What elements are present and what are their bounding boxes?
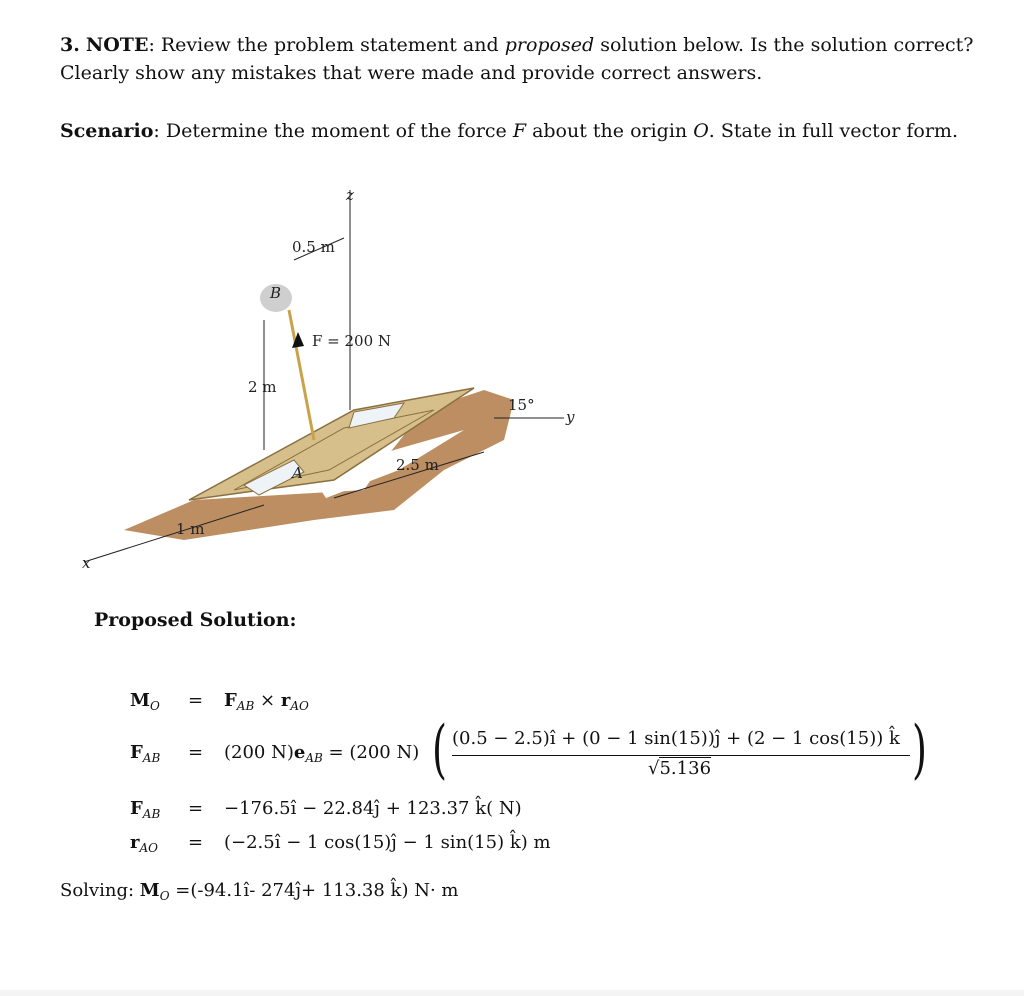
note-label: NOTE	[85, 34, 149, 56]
eq2-e-sub: AB	[305, 751, 323, 765]
eq4-lhs-main: r	[130, 832, 140, 853]
rope-ab	[289, 310, 314, 440]
eq3-lhs-main: F	[130, 798, 143, 819]
y-axis-label: y	[566, 408, 575, 426]
eq3-lhs	[130, 798, 160, 819]
solving-sub: O	[159, 889, 170, 903]
eq2-lhs-main: F	[130, 742, 143, 763]
problem-line-2: Clearly show any mistakes that were made and provide correct answers.	[60, 62, 763, 84]
dim-2m-label: 2 m	[248, 378, 277, 396]
eq4-lhs-sub: AO	[139, 841, 158, 855]
eq2-rhs-pre	[224, 742, 419, 763]
eq1-rhs	[224, 690, 309, 711]
eq2-paren-open: (	[432, 713, 447, 787]
scenario-text-1: : Determine the moment of the force	[153, 120, 513, 142]
scenario-line	[60, 118, 958, 145]
eq2-rel: =	[188, 742, 204, 763]
problem-line-1	[60, 32, 973, 59]
force-label: F = 200 N	[312, 332, 392, 350]
note-text-1: : Review the problem statement and	[148, 34, 505, 56]
eq1-lhs-main: M	[130, 690, 150, 711]
eq2-numerator: (0.5 − 2.5)î + (0 − 1 sin(15))ĵ + (2 − 1 cos(15)) k̂	[452, 728, 900, 749]
dim-half-label: 0.5 m	[292, 238, 335, 256]
eq2-paren-close: )	[912, 713, 927, 787]
scenario-text-2: about the origin	[526, 120, 694, 142]
eq1-r: r	[280, 690, 291, 711]
eq2-fraction-bar	[452, 755, 910, 756]
dim-1m-label: 1 m	[176, 520, 205, 538]
solving-m: M	[139, 880, 160, 901]
problem-number: 3.	[60, 34, 80, 56]
eq1-times: ×	[260, 690, 276, 711]
eq4-lhs	[130, 832, 158, 853]
scenario-var-f: F	[512, 120, 527, 142]
solving-line	[60, 880, 458, 901]
solving-rhs: =(-94.1î- 274ĵ+ 113.38 k̂) N· m	[169, 880, 459, 901]
note-text-2: solution below. Is the solution correct?	[594, 34, 974, 56]
eq3-lhs-sub: AB	[142, 807, 161, 821]
eq1-rel: =	[188, 690, 204, 711]
page-footer-strip	[0, 990, 1024, 996]
eq1-lhs	[130, 690, 160, 711]
z-axis-label: z	[346, 186, 354, 204]
eq2-rhs-pre-val: (200 N)	[224, 742, 294, 763]
scenario-label: Scenario	[60, 120, 154, 142]
point-a-label: A	[292, 464, 303, 482]
scenario-var-o: O	[693, 120, 709, 142]
eq3-rhs: −176.5î − 22.84ĵ + 123.37 k̂( N)	[224, 798, 522, 819]
eq2-e: e	[293, 742, 306, 763]
sqrt-symbol: √	[648, 758, 660, 779]
problem-figure	[64, 160, 624, 580]
eq1-lhs-sub: O	[149, 699, 160, 713]
eq2-lhs	[130, 742, 160, 763]
solving-label: Solving:	[60, 880, 140, 901]
eq2-lhs-sub: AB	[142, 751, 161, 765]
eq2-rhs-mid: = (200 N)	[328, 742, 420, 763]
eq3-rel: =	[188, 798, 204, 819]
eq2-denominator-val: 5.136	[659, 758, 712, 779]
note-italic: proposed	[504, 34, 595, 56]
solution-heading: Proposed Solution:	[94, 609, 297, 631]
point-b-label: B	[270, 284, 282, 302]
x-axis-label: x	[82, 554, 91, 572]
angle-label: 15°	[508, 396, 535, 414]
eq4-rel: =	[188, 832, 204, 853]
scenario-text-3: . State in full vector form.	[708, 120, 958, 142]
eq1-f-sub: AB	[236, 699, 255, 713]
dim-2-5m-label: 2.5 m	[396, 456, 439, 474]
eq2-denominator	[648, 758, 711, 779]
eq4-rhs: (−2.5î − 1 cos(15)ĵ − 1 sin(15) k̂) m	[224, 832, 551, 853]
eq1-f: F	[224, 690, 237, 711]
eq1-r-sub: AO	[290, 699, 309, 713]
